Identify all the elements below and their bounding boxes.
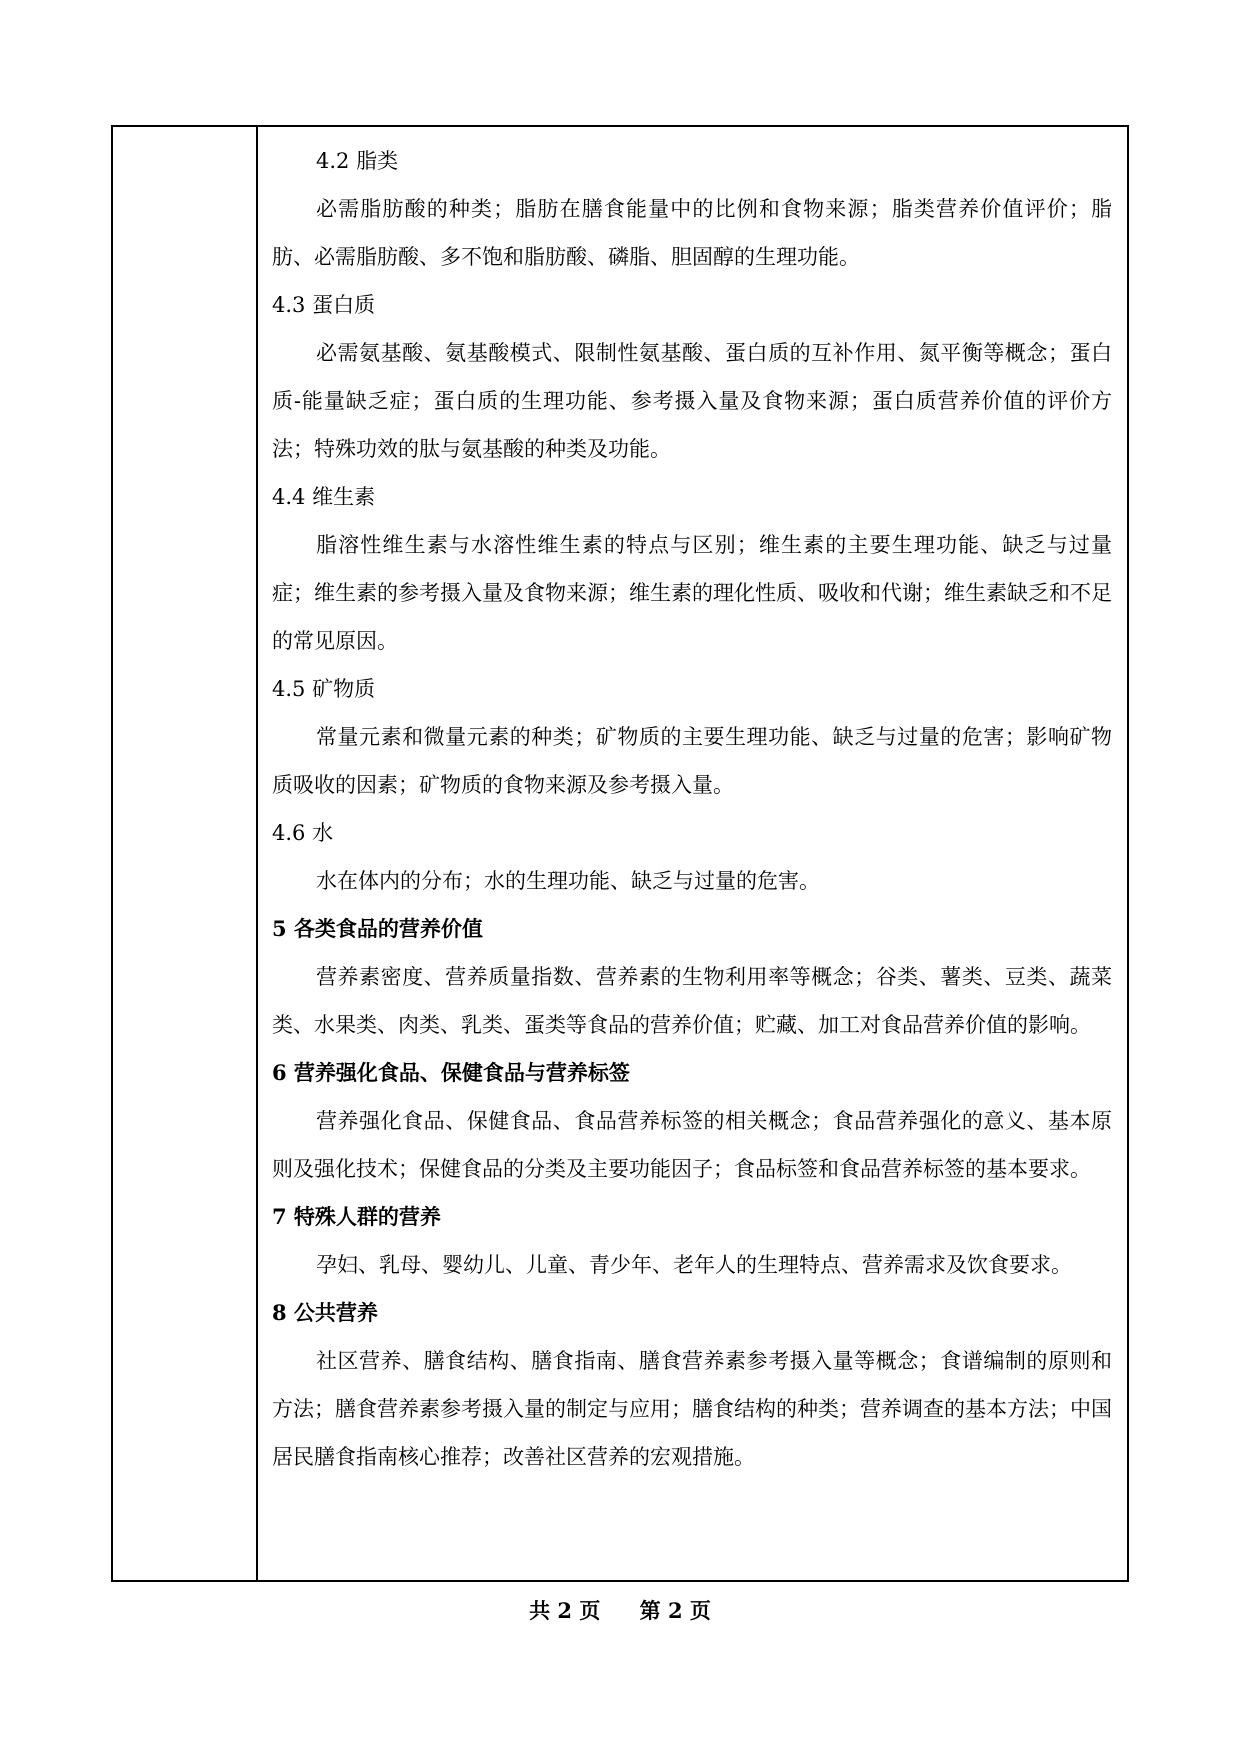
- page-footer: [0, 1595, 1240, 1625]
- current-page: 第 2 页: [639, 1598, 711, 1623]
- body-5: 营养素密度、营养质量指数、营养素的生物利用率等概念；谷类、薯类、豆类、蔬菜类、水果类、肉类、乳类、蛋类等食品的营养价值；贮藏、加工对食品营养价值的影响。: [272, 965, 1112, 1037]
- body-7: 孕妇、乳母、婴幼儿、儿童、青少年、老年人的生理特点、营养需求及饮食要求。: [316, 1253, 1072, 1277]
- body-4-2: 必需脂肪酸的种类；脂肪在膳食能量中的比例和食物来源；脂类营养价值评价；脂肪、必需脂肪酸、多不饱和脂肪酸、磷脂、胆固醇的生理功能。: [272, 197, 1112, 269]
- syllabus-content: [272, 137, 1112, 1481]
- heading-4-5: 4.5 矿物质: [272, 677, 376, 701]
- heading-4-6: 4.6 水: [272, 821, 334, 845]
- syllabus-table: [111, 125, 1129, 1582]
- heading-7: 7 特殊人群的营养: [272, 1204, 441, 1229]
- heading-4-4: 4.4 维生素: [272, 485, 376, 509]
- total-pages: 共 2 页: [529, 1598, 601, 1623]
- heading-4-3: 4.3 蛋白质: [272, 293, 376, 317]
- body-6: 营养强化食品、保健食品、食品营养标签的相关概念；食品营养强化的意义、基本原则及强化技术；保健食品的分类及主要功能因子；食品标签和食品营养标签的基本要求。: [272, 1109, 1112, 1181]
- body-4-3: 必需氨基酸、氨基酸模式、限制性氨基酸、蛋白质的互补作用、氮平衡等概念；蛋白质-能量缺乏症；蛋白质的生理功能、参考摄入量及食物来源；蛋白质营养价值的评价方法；特殊功效的肽与氨基酸的种类及功能。: [272, 341, 1112, 461]
- heading-8: 8 公共营养: [272, 1300, 378, 1325]
- column-divider: [256, 127, 258, 1580]
- heading-6: 6 营养强化食品、保健食品与营养标签: [272, 1060, 630, 1085]
- body-4-5: 常量元素和微量元素的种类；矿物质的主要生理功能、缺乏与过量的危害；影响矿物质吸收的因素；矿物质的食物来源及参考摄入量。: [272, 725, 1112, 797]
- body-8: 社区营养、膳食结构、膳食指南、膳食营养素参考摄入量等概念；食谱编制的原则和方法；膳食营养素参考摄入量的制定与应用；膳食结构的种类；营养调查的基本方法；中国居民膳食指南核心推荐；改善社区营养的宏观措施。: [272, 1349, 1112, 1469]
- body-4-6: 水在体内的分布；水的生理功能、缺乏与过量的危害。: [316, 869, 820, 893]
- heading-5: 5 各类食品的营养价值: [272, 916, 483, 941]
- heading-4-2: 4.2 脂类: [316, 149, 399, 173]
- body-4-4: 脂溶性维生素与水溶性维生素的特点与区别；维生素的主要生理功能、缺乏与过量症；维生素的参考摄入量及食物来源；维生素的理化性质、吸收和代谢；维生素缺乏和不足的常见原因。: [272, 533, 1112, 653]
